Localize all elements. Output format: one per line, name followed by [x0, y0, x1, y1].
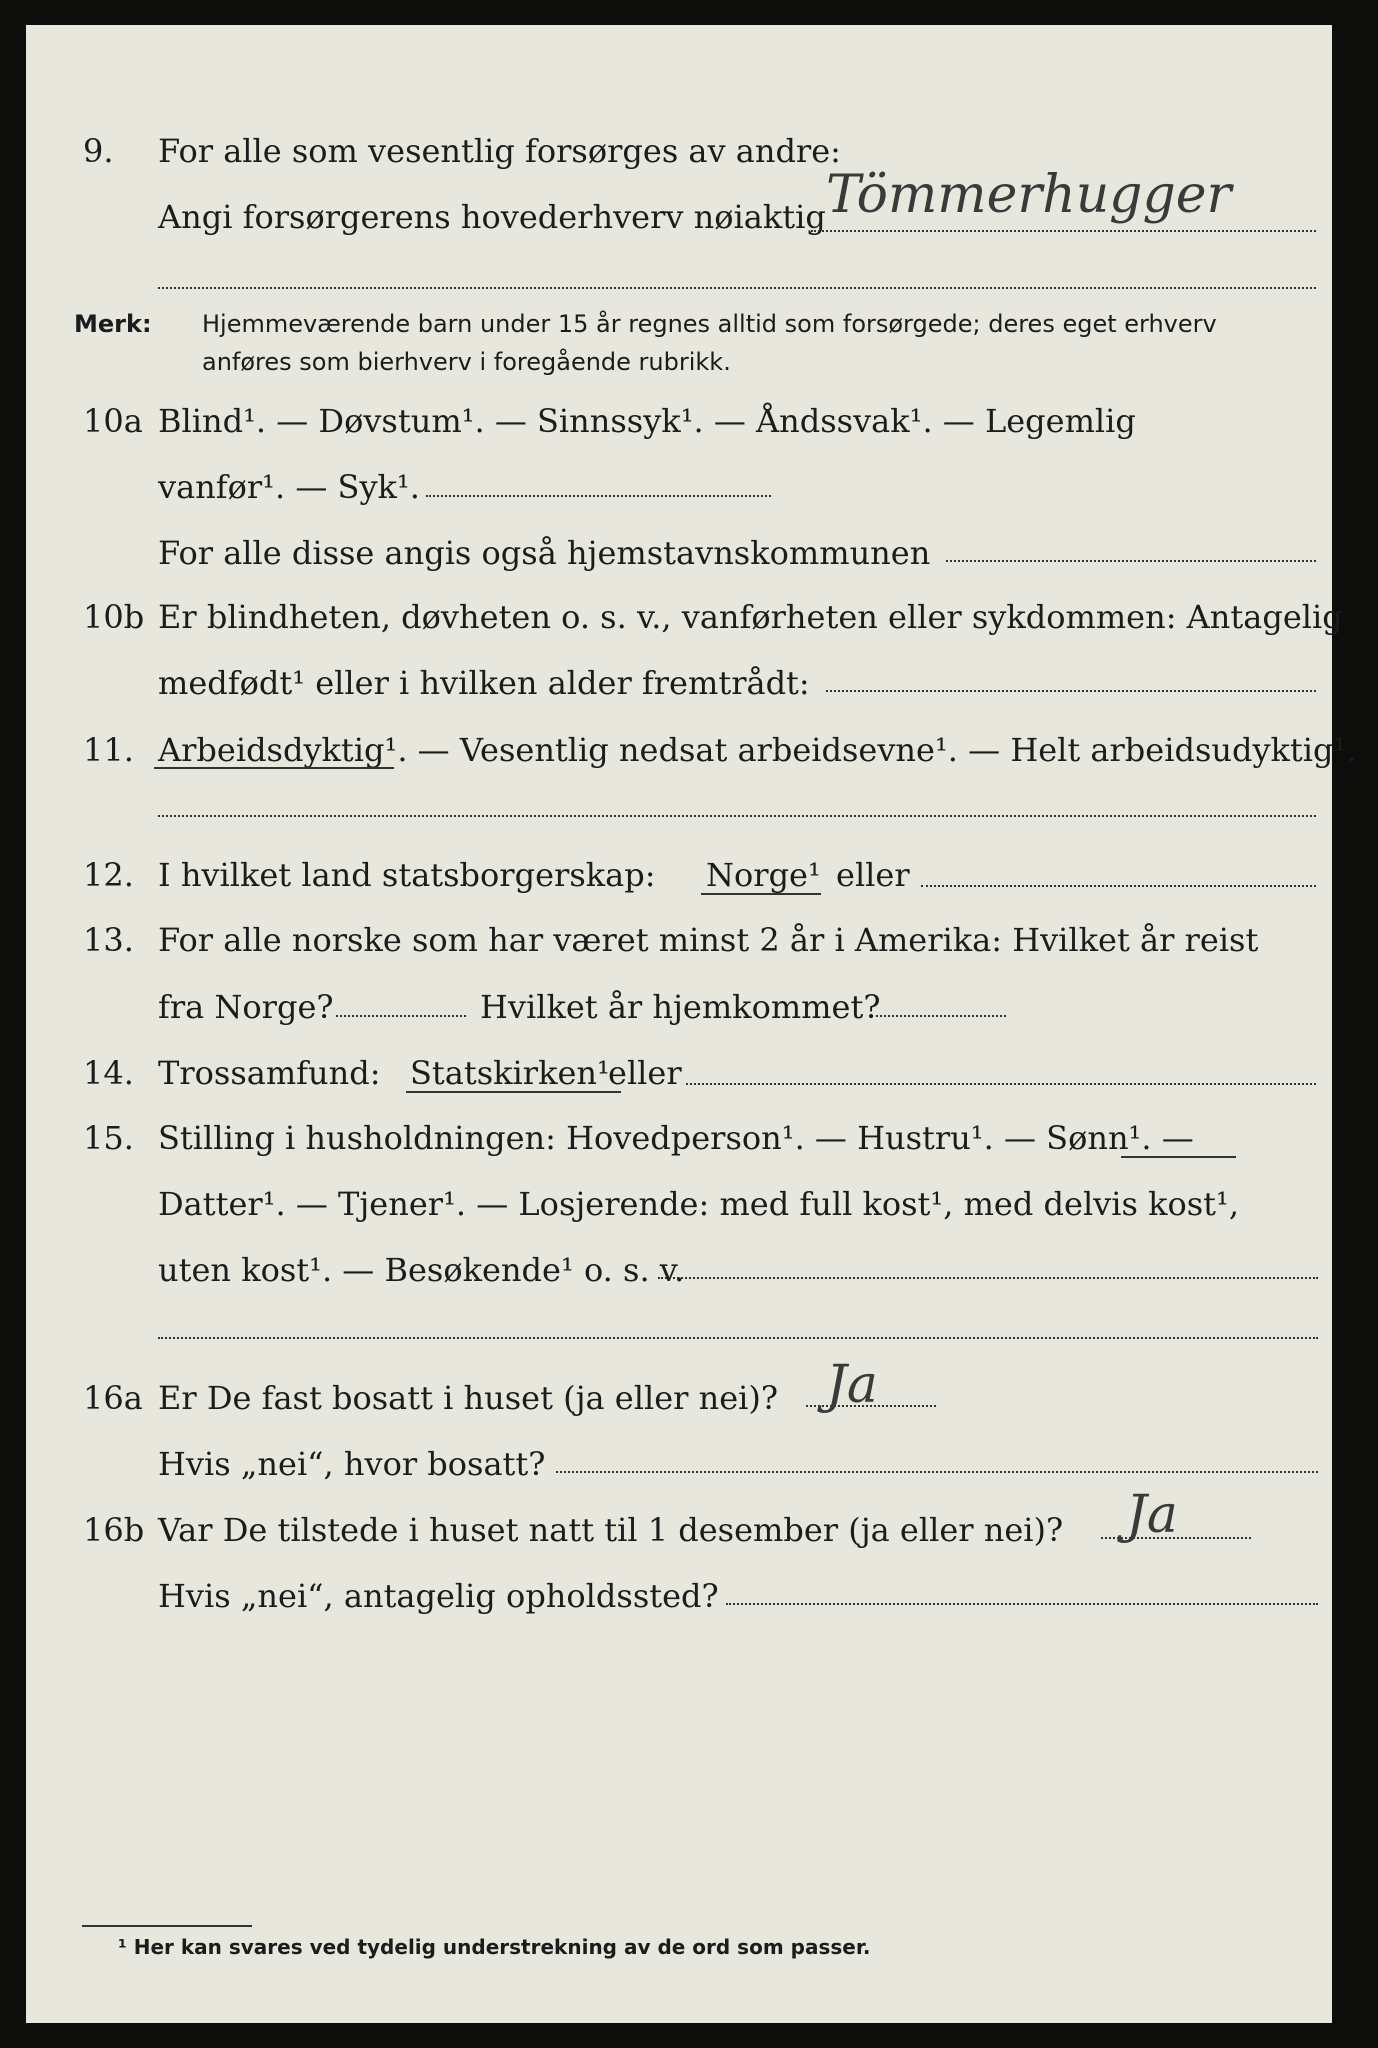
q15-number: 15. — [83, 1119, 134, 1157]
q12-text-a: I hvilket land statsborgerskap: — [158, 856, 656, 894]
q10a-line1: Blind¹. — Døvstum¹. — Sinnssyk¹. — Åndssvak¹. — Legemlig — [158, 402, 1136, 440]
q9-number: 9. — [83, 132, 114, 170]
q13-reist-line — [336, 1015, 466, 1017]
q10b-answer-line — [826, 690, 1316, 692]
q14-number: 14. — [83, 1054, 134, 1092]
q10b-line2: medfødt¹ eller i hvilken alder fremtrådt: — [158, 664, 810, 702]
q16a-handwritten-answer: Ja — [826, 1355, 878, 1415]
q12-answer-line — [921, 885, 1316, 887]
census-form-page — [26, 25, 1357, 2023]
q12-number: 12. — [83, 856, 134, 894]
merk-label: Merk: — [74, 310, 152, 338]
q9-handwritten-answer: Tömmerhugger — [826, 165, 1232, 225]
q10a-number: 10a — [83, 402, 143, 440]
q14-underline-statskirken — [406, 1091, 621, 1093]
q15-extra-line — [158, 1337, 1318, 1339]
q11-underline-arbeidsdyktig — [154, 767, 394, 769]
footnote-rule — [82, 1925, 252, 1927]
q10a-line3: For alle disse angis også hjemstavnskommunen — [158, 534, 931, 572]
q12-text-c: eller — [836, 856, 910, 894]
q16b-opholdssted-line — [726, 1603, 1318, 1605]
q10a-hjemstavn-line — [946, 560, 1316, 562]
q11-number: 11. — [83, 731, 134, 769]
q14-answer-line — [686, 1083, 1316, 1085]
q10a-syk-line — [426, 495, 771, 497]
q16b-line2: Hvis „nei“, antagelig opholdssted? — [158, 1577, 719, 1615]
q15-line2: Datter¹. — Tjener¹. — Losjerende: med full kost¹, med delvis kost¹, — [158, 1185, 1240, 1223]
q12-text-b: Norge¹ — [706, 856, 821, 894]
q16a-number: 16a — [83, 1379, 143, 1417]
q10a-line2: vanfør¹. — Syk¹. — [158, 468, 420, 506]
q14-text-c: eller — [608, 1054, 682, 1092]
q13-line2b: Hvilket år hjemkommet? — [480, 988, 881, 1026]
q11-answer-line — [158, 815, 1316, 817]
q12-underline-norge — [701, 893, 821, 895]
q16a-line2: Hvis „nei“, hvor bosatt? — [158, 1445, 546, 1483]
q16a-line1: Er De fast bosatt i huset (ja eller nei)? — [158, 1379, 779, 1417]
q13-hjemkommet-line — [876, 1015, 1006, 1017]
q15-answer-line — [658, 1277, 1318, 1279]
q11-line1: Arbeidsdyktig¹. — Vesentlig nedsat arbeidsevne¹. — Helt arbeidsudyktig¹. — [158, 731, 1357, 769]
q15-underline-sonn — [1121, 1156, 1236, 1158]
merk-line2: anføres som bierhverv i foregående rubrikk. — [202, 348, 731, 376]
q13-line2a: fra Norge? — [158, 988, 334, 1026]
q9-line2: Angi forsørgerens hovederhverv nøiaktig — [158, 198, 826, 236]
q9-line1: For alle som vesentlig forsørges av andre: — [158, 132, 841, 170]
q10b-line1: Er blindheten, døvheten o. s. v., vanførheten eller sykdommen: Antagelig — [158, 598, 1343, 636]
merk-line1: Hjemmeværende barn under 15 år regnes alltid som forsørgede; deres eget erhverv — [202, 310, 1217, 338]
q15-line1: Stilling i husholdningen: Hovedperson¹. — Hustru¹. — Sønn¹. — — [158, 1119, 1194, 1157]
q16b-handwritten-answer: Ja — [1126, 1485, 1178, 1545]
q13-number: 13. — [83, 921, 134, 959]
footnote: ¹ Her kan svares ved tydelig understrekning av de ord som passer. — [118, 1935, 871, 1959]
q16b-line1: Var De tilstede i huset natt til 1 desember (ja eller nei)? — [158, 1511, 1064, 1549]
q14-text-b: Statskirken¹ — [410, 1054, 610, 1092]
q16a-bosatt-line — [556, 1471, 1318, 1473]
q15-line3: uten kost¹. — Besøkende¹ o. s. v. — [158, 1251, 685, 1289]
q16b-number: 16b — [83, 1511, 145, 1549]
q9-answer-line — [811, 230, 1316, 232]
q14-text-a: Trossamfund: — [158, 1054, 381, 1092]
q10b-number: 10b — [83, 598, 145, 636]
q13-line1: For alle norske som har været minst 2 år i Amerika: Hvilket år reist — [158, 921, 1259, 959]
q9-extra-line — [158, 287, 1316, 289]
